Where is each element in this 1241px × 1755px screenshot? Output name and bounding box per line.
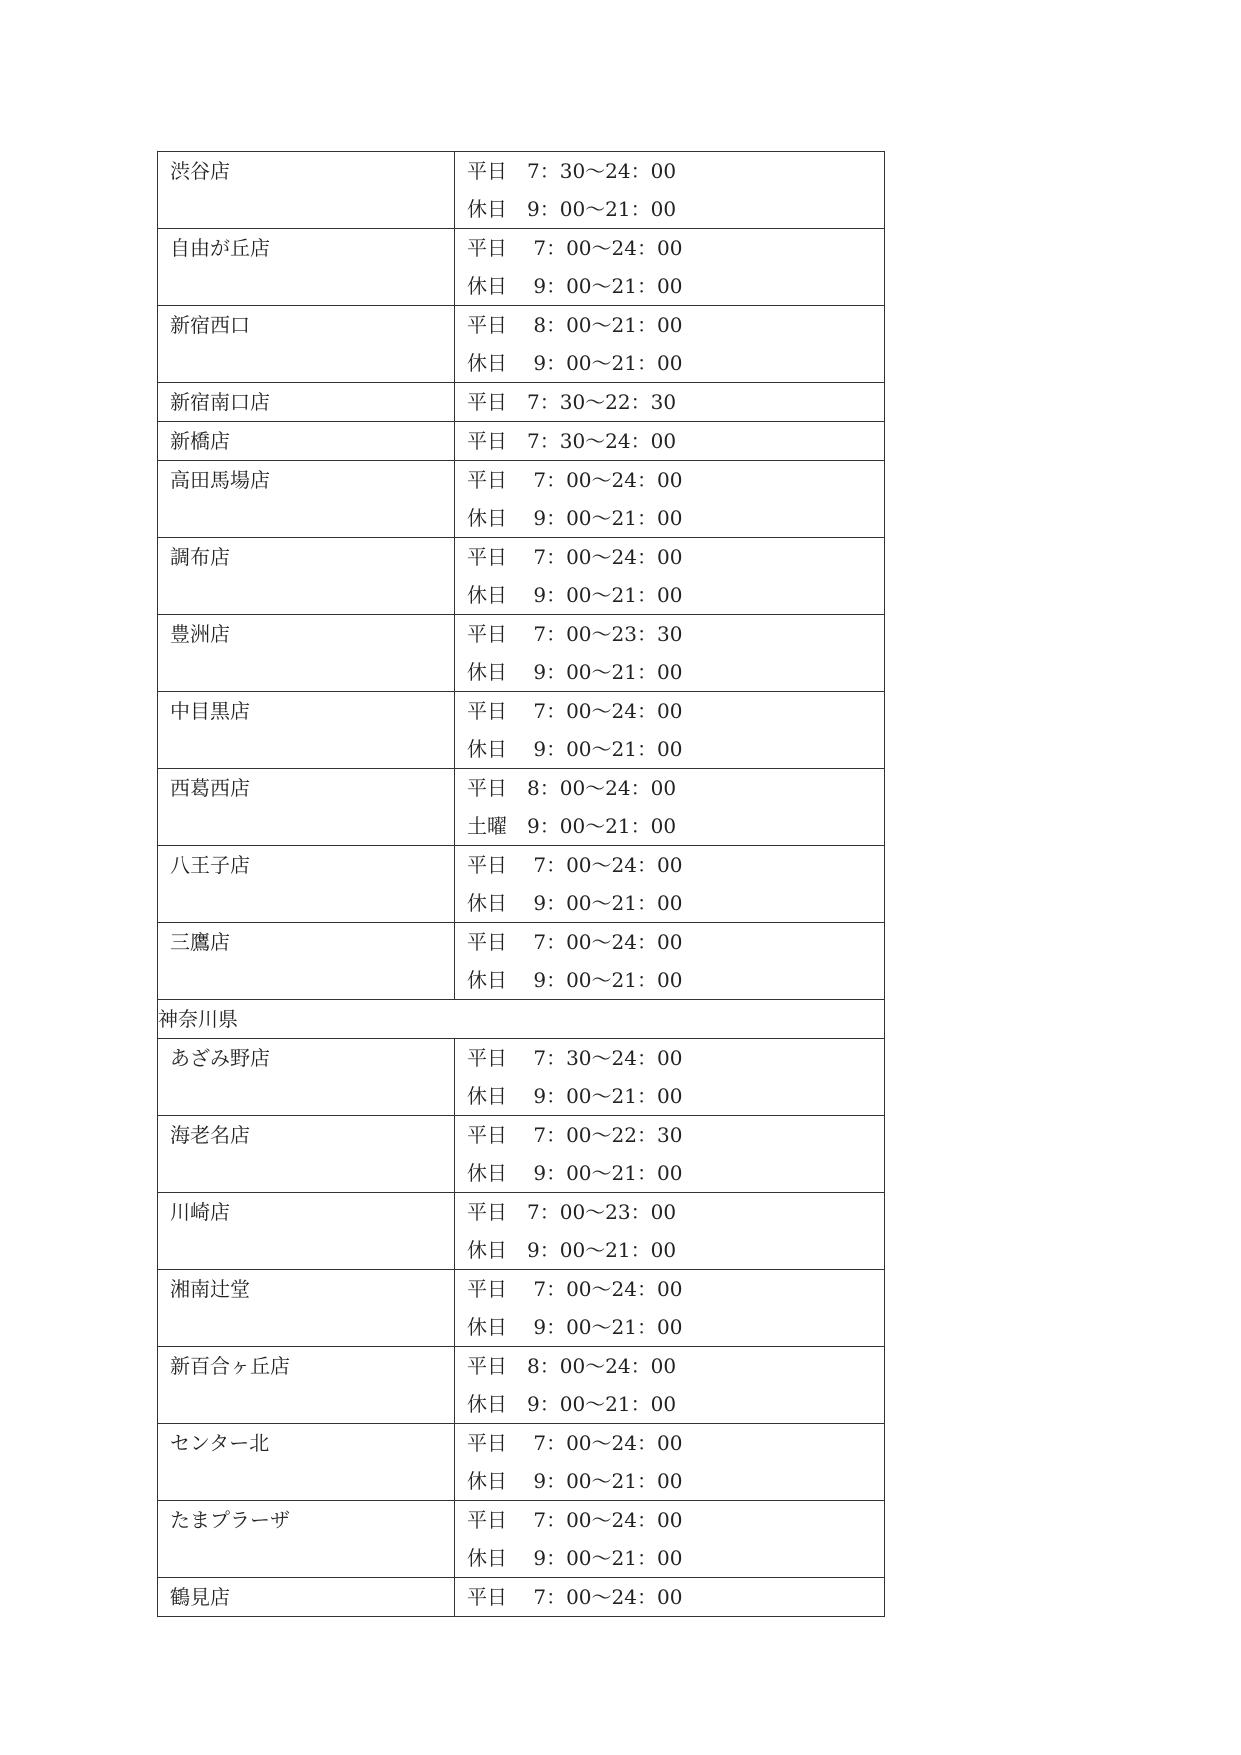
hours-line: 平日 7：00～24：00	[467, 468, 683, 492]
store-row	[158, 461, 885, 538]
store-hours	[455, 1578, 885, 1617]
store-row	[158, 1578, 885, 1617]
store-name: 新百合ヶ丘店	[158, 1347, 455, 1424]
store-row	[158, 1347, 885, 1424]
store-hours	[455, 1501, 885, 1578]
hours-line: 休日 9：00～21：00	[467, 660, 683, 684]
hours-line: 休日 9：00～21：00	[467, 1469, 683, 1493]
hours-line: 休日 9：00～21：00	[467, 583, 683, 607]
store-row	[158, 769, 885, 846]
hours-line: 平日 7：00～22：30	[467, 1123, 683, 1147]
store-hours	[455, 692, 885, 769]
store-name: 海老名店	[158, 1116, 455, 1193]
store-hours	[455, 615, 885, 692]
hours-line: 休日 9：00～21：00	[467, 968, 683, 992]
hours-line: 平日 7：30～24：00	[467, 1046, 683, 1070]
hours-line: 休日 9：00～21：00	[467, 1315, 683, 1339]
store-name: 豊洲店	[158, 615, 455, 692]
store-row	[158, 692, 885, 769]
store-hours	[455, 538, 885, 615]
hours-line: 休日 9：00～21：00	[467, 891, 683, 915]
store-hours	[455, 1270, 885, 1347]
store-row	[158, 923, 885, 1000]
store-row	[158, 229, 885, 306]
store-name: 調布店	[158, 538, 455, 615]
store-hours-table-body	[158, 152, 885, 1617]
hours-line: 休日 9：00～21：00	[467, 351, 683, 375]
store-name: たまプラーザ	[158, 1501, 455, 1578]
hours-line: 平日 7：00～24：00	[467, 1277, 683, 1301]
hours-line: 平日 7：00～24：00	[467, 1508, 683, 1532]
store-name: あざみ野店	[158, 1039, 455, 1116]
store-row	[158, 1193, 885, 1270]
hours-line: 平日 7：00～24：00	[467, 699, 683, 723]
store-name: 高田馬場店	[158, 461, 455, 538]
hours-line: 休日 9：00～21：00	[467, 1238, 677, 1262]
store-row	[158, 615, 885, 692]
hours-line: 平日 7：00～24：00	[467, 853, 683, 877]
store-row	[158, 1270, 885, 1347]
store-hours	[455, 1424, 885, 1501]
store-name: 西葛西店	[158, 769, 455, 846]
store-row	[158, 846, 885, 923]
store-hours	[455, 769, 885, 846]
store-name: 新橋店	[158, 422, 455, 461]
hours-line: 休日 9：00～21：00	[467, 737, 683, 761]
hours-line: 平日 7：00～24：00	[467, 545, 683, 569]
store-hours	[455, 1193, 885, 1270]
hours-line: 平日 8：00～24：00	[467, 776, 677, 800]
store-row	[158, 422, 885, 461]
store-row	[158, 383, 885, 422]
store-name: 湘南辻堂	[158, 1270, 455, 1347]
hours-line: 平日 8：00～24：00	[467, 1354, 677, 1378]
hours-line: 平日 7：00～24：00	[467, 236, 683, 260]
hours-line: 平日 7：00～23：30	[467, 622, 683, 646]
store-hours	[455, 422, 885, 461]
store-name: 新宿西口	[158, 306, 455, 383]
hours-line: 土曜 9：00～21：00	[467, 814, 677, 838]
store-name: 八王子店	[158, 846, 455, 923]
store-hours	[455, 1347, 885, 1424]
store-name: 中目黒店	[158, 692, 455, 769]
store-row	[158, 1424, 885, 1501]
store-name: 新宿南口店	[158, 383, 455, 422]
hours-line: 休日 9：00～21：00	[467, 274, 683, 298]
hours-line: 休日 9：00～21：00	[467, 1392, 677, 1416]
store-name: 鶴見店	[158, 1578, 455, 1617]
store-row	[158, 538, 885, 615]
store-hours	[455, 1039, 885, 1116]
store-name: 自由が丘店	[158, 229, 455, 306]
store-hours	[455, 923, 885, 1000]
hours-line: 平日 7：00～24：00	[467, 930, 683, 954]
store-row	[158, 1501, 885, 1578]
hours-line: 休日 9：00～21：00	[467, 197, 677, 221]
hours-line: 平日 7：30～24：00	[467, 429, 677, 453]
store-row	[158, 1039, 885, 1116]
store-hours	[455, 846, 885, 923]
hours-line: 平日 7：00～23：00	[467, 1200, 677, 1224]
hours-line: 平日 7：30～22：30	[467, 390, 677, 414]
store-hours	[455, 152, 885, 229]
store-hours	[455, 461, 885, 538]
region-heading: 神奈川県	[158, 1000, 885, 1039]
store-hours	[455, 306, 885, 383]
hours-line: 平日 7：30～24：00	[467, 159, 677, 183]
store-row	[158, 306, 885, 383]
hours-line: 平日 8：00～21：00	[467, 313, 683, 337]
store-hours-table	[157, 151, 885, 1617]
store-name: 渋谷店	[158, 152, 455, 229]
hours-line: 平日 7：00～24：00	[467, 1431, 683, 1455]
store-name: センター北	[158, 1424, 455, 1501]
store-name: 三鷹店	[158, 923, 455, 1000]
store-hours	[455, 383, 885, 422]
store-row	[158, 152, 885, 229]
hours-line: 休日 9：00～21：00	[467, 506, 683, 530]
hours-line: 休日 9：00～21：00	[467, 1546, 683, 1570]
store-hours	[455, 229, 885, 306]
store-hours	[455, 1116, 885, 1193]
hours-line: 休日 9：00～21：00	[467, 1084, 683, 1108]
store-row	[158, 1116, 885, 1193]
store-name: 川崎店	[158, 1193, 455, 1270]
region-row	[158, 1000, 885, 1039]
hours-line: 平日 7：00～24：00	[467, 1585, 683, 1609]
hours-line: 休日 9：00～21：00	[467, 1161, 683, 1185]
